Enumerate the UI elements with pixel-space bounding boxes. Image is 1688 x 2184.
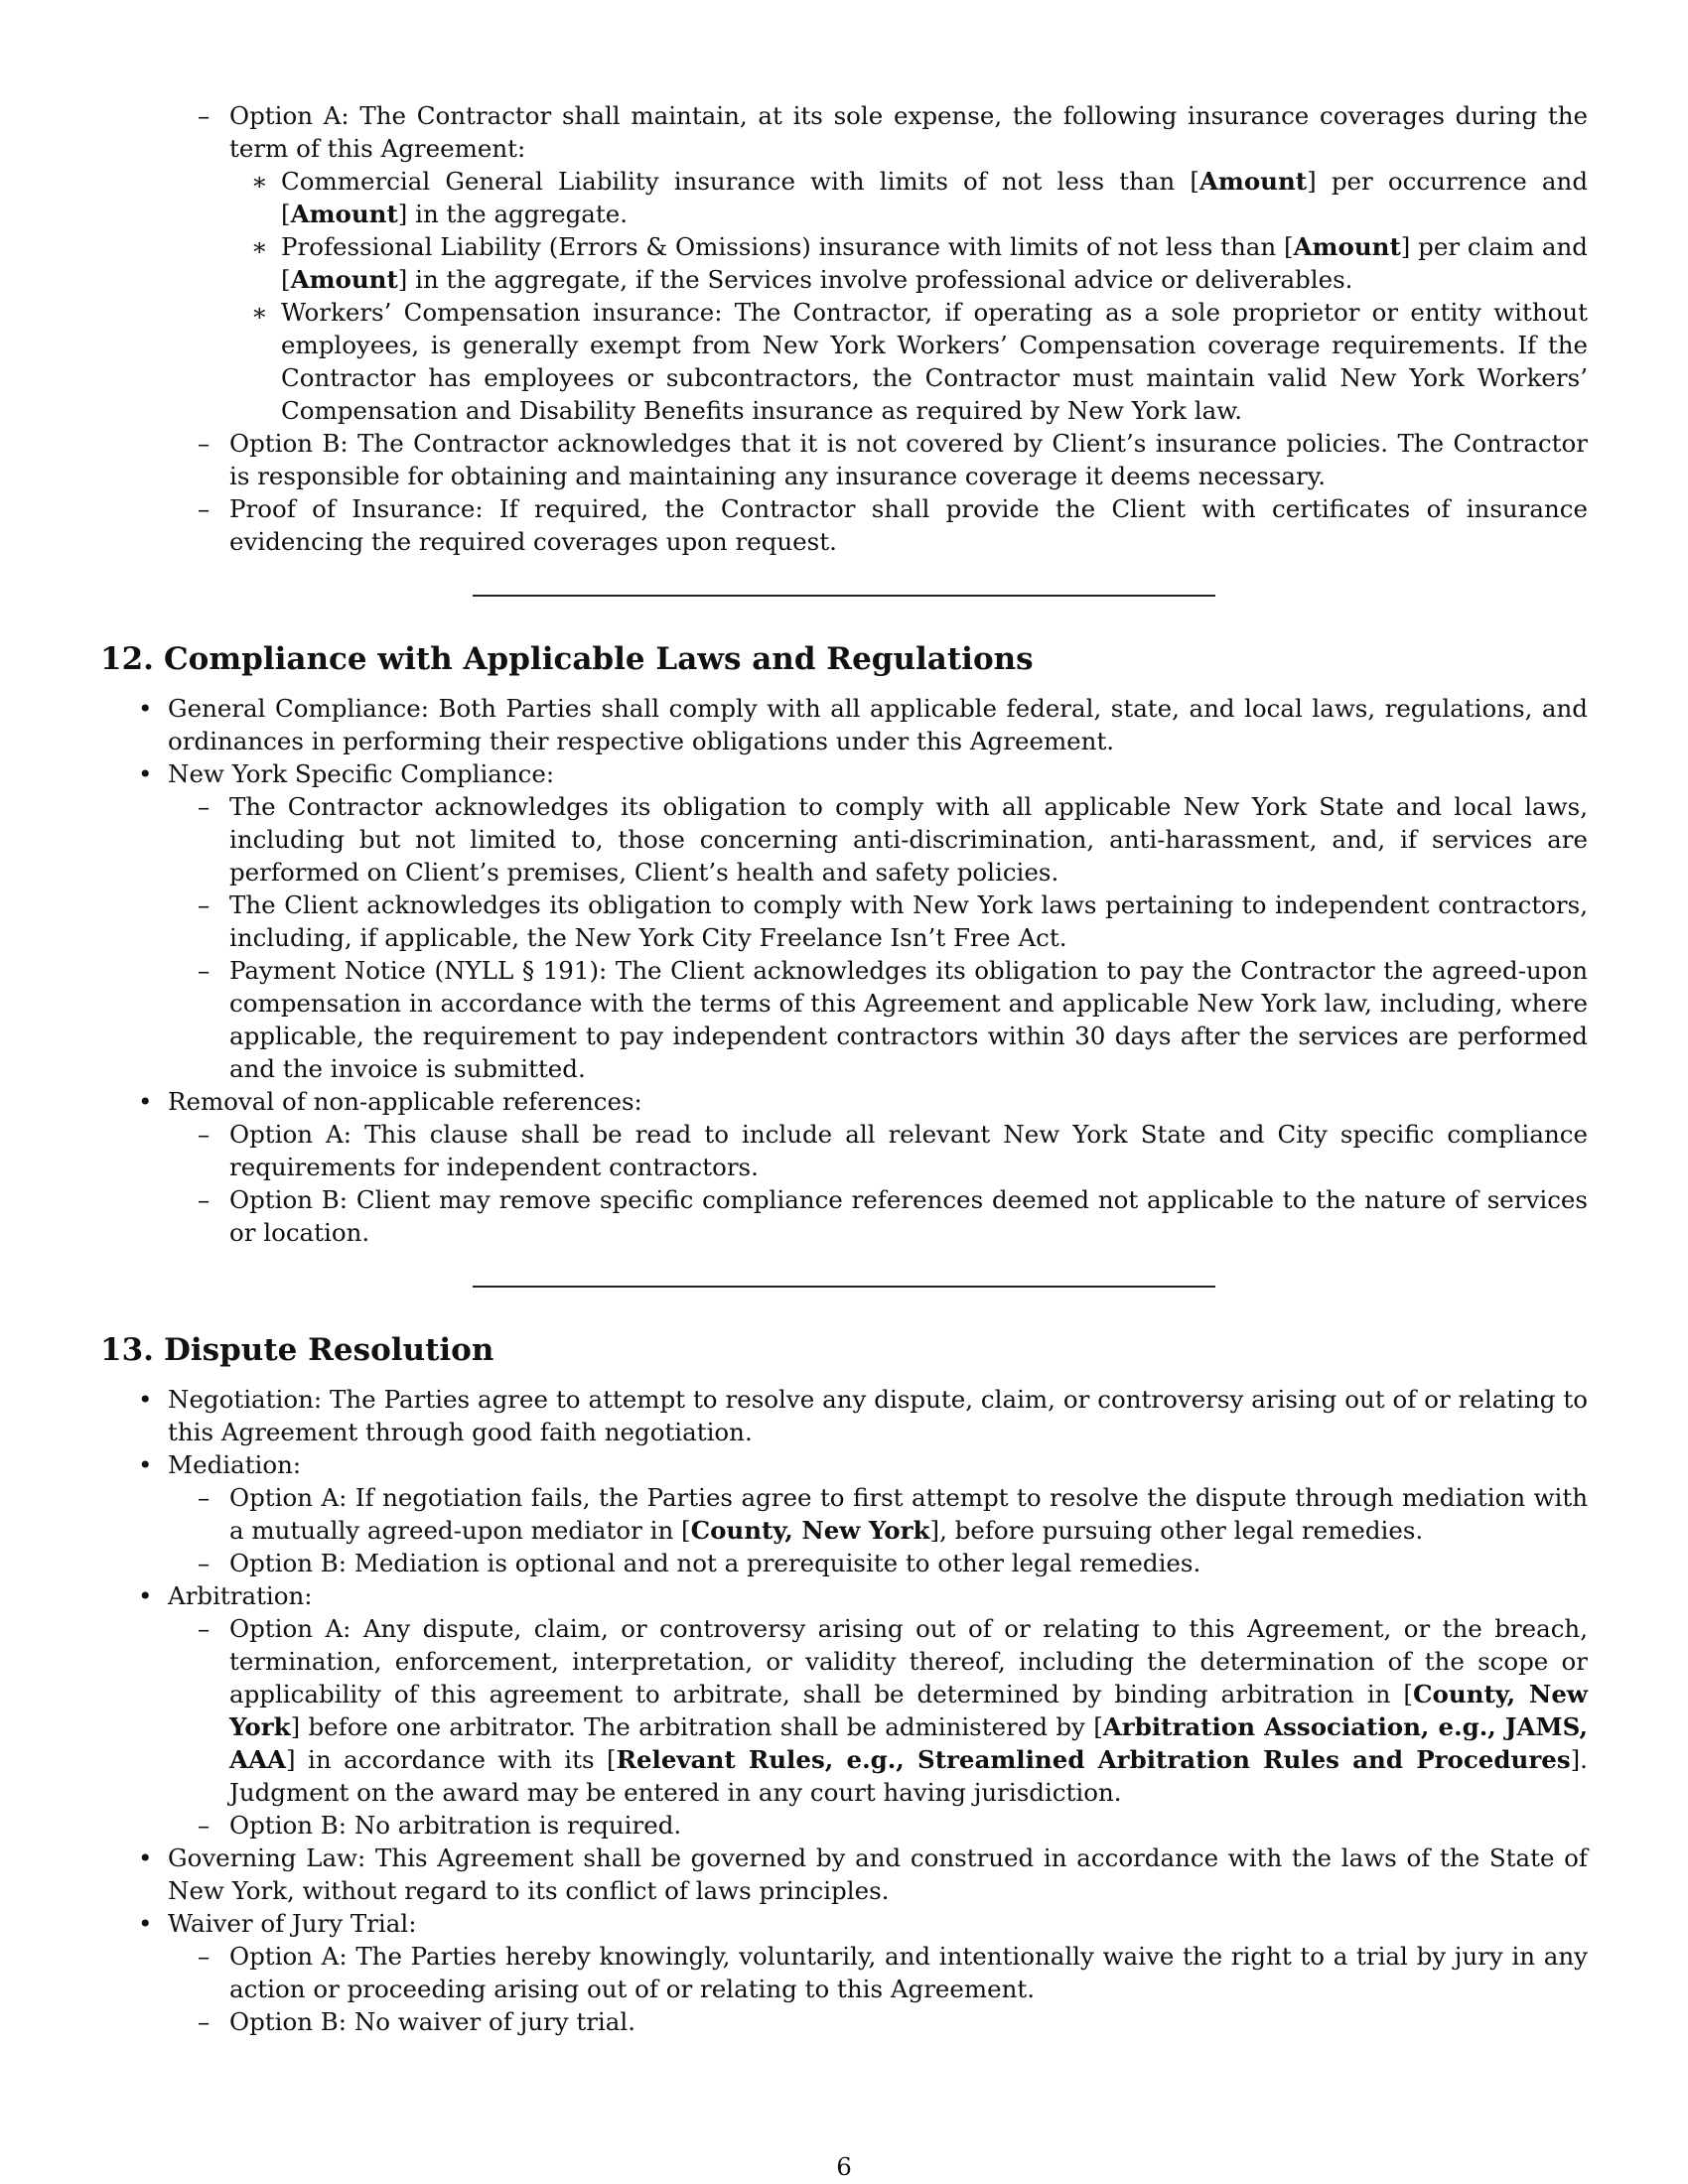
arbitration-options-list: [100, 1612, 1588, 1842]
arbitration-rules-placeholder: Relevant Rules, e.g., Streamlined Arbitration Rules and Procedures: [616, 1745, 1571, 1774]
governing-law: • Governing Law: This Agreement shall be governed by and construed in accordance with the laws of the State of New York, without regard to its conflict of laws principles.: [100, 1842, 1588, 1907]
insurance-option-b: – Option B: The Contractor acknowledges that it is not covered by Client’s insurance policies. The Contractor is responsible for obtaining and maintaining any insurance coverage it deems necessary.: [100, 427, 1588, 492]
section-divider: [473, 1286, 1215, 1288]
county-placeholder: County, New York: [229, 1680, 1588, 1741]
proof-of-insurance: – Proof of Insurance: If required, the Contractor shall provide the Client with certificates of insurance evidencing the required coverages upon request.: [100, 492, 1588, 558]
mediation-options-list: [100, 1481, 1588, 1579]
negotiation: • Negotiation: The Parties agree to attempt to resolve any dispute, claim, or controversy arising out of or relating to this Agreement through good faith negotiation.: [100, 1383, 1588, 1448]
list-item: – Payment Notice (NYLL § 191): The Client acknowledges its obligation to pay the Contractor the agreed-upon compensation in accordance with the terms of this Agreement and applicable New York law, including, where applicable, the requirement to pay independent contractors within 30 days after the services are performed and the invoice is submitted.: [100, 954, 1588, 1085]
mediation-option-b: – Option B: Mediation is optional and not a prerequisite to other legal remedies.: [100, 1547, 1588, 1579]
jury-option-a: – Option A: The Parties hereby knowingly, voluntarily, and intentionally waive the right to a trial by jury in any action or proceeding arising out of or relating to this Agreement.: [100, 1940, 1588, 2005]
jury-option-b: – Option B: No waiver of jury trial.: [100, 2005, 1588, 2038]
section-12-heading: [100, 639, 1588, 679]
arbitration-option-a: – Option A: Any dispute, claim, or controversy arising out of or relating to this Agreement, or the breach, termination, enforcement, interpretation, or validity thereof, including the determination of the scope or applicability of this agreement to arbitrate, shall be determined by binding arbitration in [County, New York] before one arbitrator. The arbitration shall be administered by [Arbitration Association, e.g., JAMS, AAA] in accordance with its [Relevant Rules, e.g., Streamlined Arbitration Rules and Procedures]. Judgment on the award may be entered in any court having jurisdiction.: [100, 1612, 1588, 1809]
section-title: Dispute Resolution: [164, 1332, 494, 1368]
arbitration-option-b: – Option B: No arbitration is required.: [100, 1809, 1588, 1842]
jury-waiver: • Waiver of Jury Trial: – Option A: The Parties hereby knowingly, voluntarily, and intentionally waive the right to a trial by jury in any action or proceeding arising out of or relating to this Agreement. – Option B: No waiver of jury trial.: [100, 1907, 1588, 2038]
ny-specific-compliance: • New York Specific Compliance: – The Contractor acknowledges its obligation to comply with all applicable New York State and local laws, including but not limited to, those concerning anti-discrimination, anti-harassment, and, if services are performed on Client’s premises, Client’s health and safety policies. – The Client acknowledges its obligation to comply with New York laws pertaining to independent contractors, including, if applicable, the New York City Freelance Isn’t Free Act. – Payment Notice (NYLL § 191): The Client acknowledges its obligation to pay the Contractor the agreed-upon compensation in accordance with the terms of this Agreement and applicable New York law, including, where applicable, the requirement to pay independent contractors within 30 days after the services are performed and the invoice is submitted.: [100, 757, 1588, 1085]
removal-references: • Removal of non-applicable references: – Option A: This clause shall be read to include all relevant New York State and City specific compliance requirements for independent contractors. – Option B: Client may remove specific compliance references deemed not applicable to the nature of services or location.: [100, 1085, 1588, 1249]
amount-placeholder: Amount: [1198, 167, 1308, 196]
section-number: 13.: [100, 1332, 154, 1368]
section-13-heading: [100, 1330, 1588, 1370]
coverage-professional-liability: ∗ Professional Liability (Errors & Omissions) insurance with limits of not less than [Amount] per claim and [Amount] in the aggregate, if the Services involve professional advice or deliverables.: [100, 230, 1588, 296]
list-item: – The Client acknowledges its obligation to comply with New York laws pertaining to independent contractors, including, if applicable, the New York City Freelance Isn’t Free Act.: [100, 888, 1588, 954]
jury-options-list: [100, 1940, 1588, 2038]
arbitration-association-placeholder: Arbitration Association, e.g., JAMS, AAA: [229, 1712, 1589, 1774]
coverage-workers-comp: ∗ Workers’ Compensation insurance: The Contractor, if operating as a sole proprietor or entity without employees, is generally exempt from New York Workers’ Compensation coverage requirements. If the Contractor has employees or subcontractors, the Contractor must maintain valid New York Workers’ Compensation and Disability Benefits insurance as required by New York law.: [100, 296, 1588, 427]
ny-compliance-list: [100, 790, 1588, 1085]
insurance-option-a-text: – Option A: The Contractor shall maintain, at its sole expense, the following insurance coverages during the term of this Agreement:: [229, 101, 1588, 163]
section-title: Compliance with Applicable Laws and Regulations: [164, 641, 1034, 677]
list-item: – The Contractor acknowledges its obligation to comply with all applicable New York State and local laws, including but not limited to, those concerning anti-discrimination, anti-harassment, and, if services are performed on Client’s premises, Client’s health and safety policies.: [100, 790, 1588, 888]
general-compliance: • General Compliance: Both Parties shall comply with all applicable federal, state, and local laws, regulations, and ordinances in performing their respective obligations under this Agreement.: [100, 692, 1588, 757]
arbitration: • Arbitration: – Option A: Any dispute, claim, or controversy arising out of or relating to this Agreement, or the breach, termination, enforcement, interpretation, or validity thereof, including the determination of the scope or applicability of this agreement to arbitrate, shall be determined by binding arbitration in [County, New York] before one arbitrator. The arbitration shall be administered by [Arbitration Association, e.g., JAMS, AAA] in accordance with its [Relevant Rules, e.g., Streamlined Arbitration Rules and Procedures]. Judgment on the award may be entered in any court having jurisdiction. – Option B: No arbitration is required.: [100, 1579, 1588, 1842]
amount-placeholder: Amount: [1293, 232, 1401, 261]
mediation-option-a: – Option A: If negotiation fails, the Parties agree to first attempt to resolve the dispute through mediation with a mutually agreed-upon mediator in [County, New York], before pursuing other legal remedies.: [100, 1481, 1588, 1547]
section-number: 12.: [100, 641, 154, 677]
section-13-list: [100, 1383, 1588, 2038]
list-item: – Option A: This clause shall be read to include all relevant New York State and City specific compliance requirements for independent contractors.: [100, 1118, 1588, 1183]
section-12-list: [100, 692, 1588, 1249]
amount-placeholder: Amount: [290, 200, 398, 228]
insurance-options-list: [100, 99, 1588, 558]
list-item: – Option B: Client may remove specific compliance references deemed not applicable to the nature of services or location.: [100, 1183, 1588, 1249]
insurance-coverages-list: [100, 165, 1588, 427]
page-number: 6: [836, 2152, 852, 2181]
section-divider: [473, 595, 1215, 597]
mediation: • Mediation: – Option A: If negotiation fails, the Parties agree to first attempt to resolve the dispute through mediation with a mutually agreed-upon mediator in [County, New York], before pursuing other legal remedies. – Option B: Mediation is optional and not a prerequisite to other legal remedies.: [100, 1448, 1588, 1579]
amount-placeholder: Amount: [290, 265, 398, 294]
insurance-option-a: [100, 99, 1588, 427]
removal-options-list: [100, 1118, 1588, 1249]
coverage-cgl: ∗ Commercial General Liability insurance with limits of not less than [Amount] per occurrence and [Amount] in the aggregate.: [100, 165, 1588, 230]
county-placeholder: County, New York: [690, 1516, 930, 1545]
